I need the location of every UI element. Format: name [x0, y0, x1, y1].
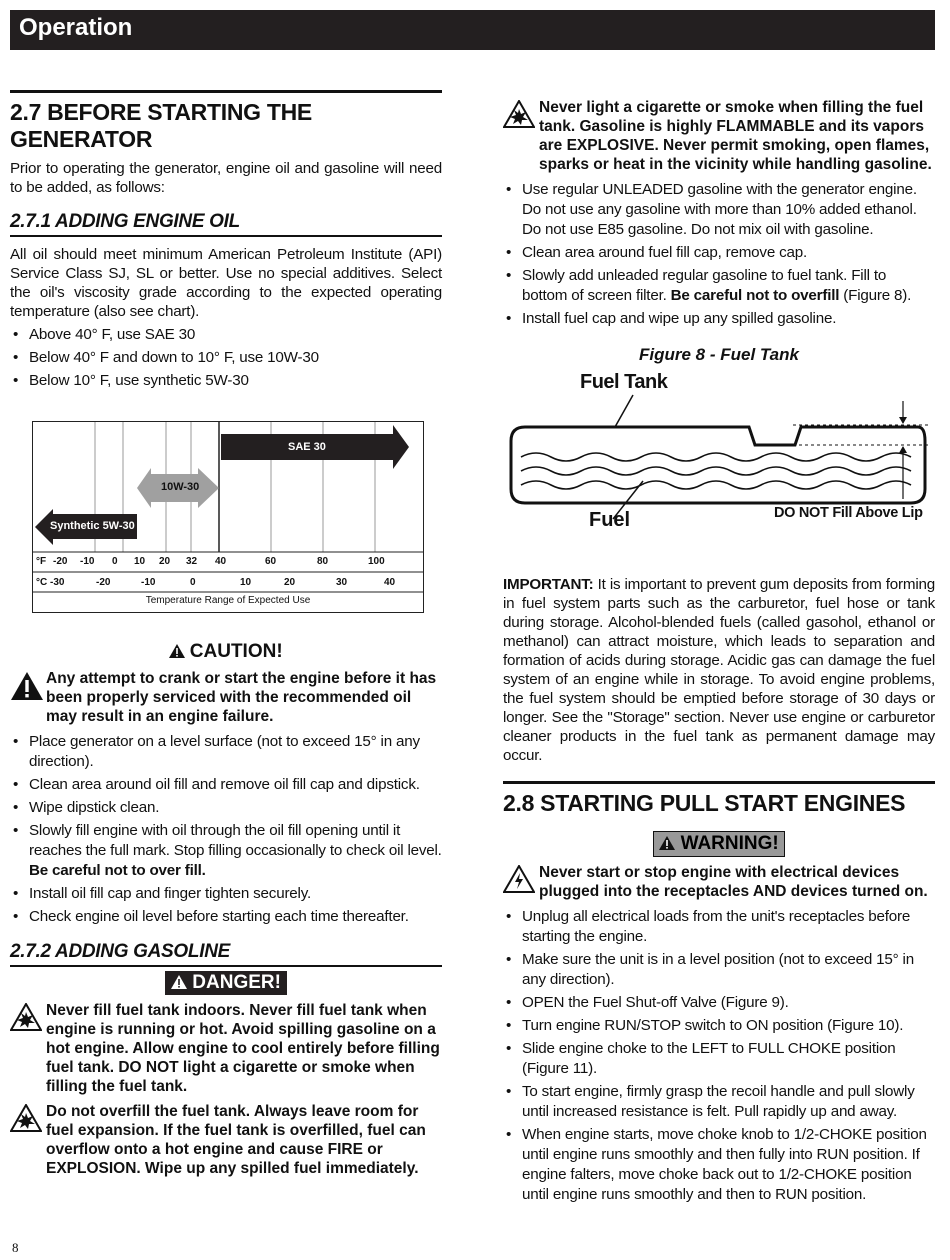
chart-caption: Temperature Range of Expected Use: [145, 595, 311, 606]
list-item: • When engine starts, move choke knob to 1/2-CHOKE position until engine runs smoothly and then fully into RUN position. If engine falters, move choke back out to 1/2-CHOKE position until engine runs smoothly and then to RUN position.: [503, 1125, 935, 1205]
f-tick: 80: [317, 556, 329, 567]
caution-text: Any attempt to crank or start the engine before it has been properly serviced with the recommended oil may result in an engine failure.: [46, 670, 437, 725]
f-tick: -10: [80, 556, 95, 567]
intro-text: Prior to operating the generator, engine oil and gasoline will need to be added, as follows:: [10, 160, 442, 196]
danger-text-1: Never fill fuel tank indoors. Never fill fuel tank when engine is running or hot. Avoid spilling gasoline on a hot engine. Allow engine to cool entirely before filling fuel tank. DO NOT light a cigarette or smoke when filling the fuel tank.: [46, 1002, 440, 1095]
page-number: 8: [12, 1240, 19, 1255]
fuel-step-bold: Be careful not to overfill: [670, 287, 840, 304]
explosion-hazard-icon: [503, 100, 535, 128]
f-tick: 40: [215, 556, 227, 567]
fuel-step-ref: (Figure 8).: [839, 287, 912, 304]
explosion-hazard-icon: [10, 1003, 42, 1031]
list-item: • To start engine, firmly grasp the recoil handle and pull slowly until increased resistance is felt. Pull rapidly up and away.: [503, 1082, 935, 1122]
list-item: • Turn engine RUN/STOP switch to ON position (Figure 10).: [503, 1016, 935, 1036]
c-axis-label: °C: [36, 577, 48, 588]
section-title-2-8: 2.8 STARTING PULL START ENGINES: [503, 781, 935, 817]
list-item: • OPEN the Fuel Shut-off Valve (Figure 9).: [503, 993, 935, 1013]
c-tick: -10: [141, 577, 156, 588]
list-item: • Check engine oil level before starting each time thereafter.: [10, 907, 442, 927]
oil-grade-list: [10, 325, 442, 391]
warning-triangle-icon: [169, 644, 185, 658]
danger-block-2: [10, 1102, 442, 1178]
electrical-warning-block: [503, 863, 935, 901]
danger-block-1: [10, 1001, 442, 1096]
important-label: IMPORTANT:: [503, 576, 594, 593]
warning-triangle-icon: [659, 836, 675, 850]
fuel-label: Fuel: [589, 509, 631, 531]
c-tick: 30: [336, 577, 348, 588]
list-item: [503, 266, 935, 306]
list-item: [10, 821, 442, 881]
left-column: [10, 90, 442, 1184]
list-item: • Install fuel cap and wipe up any spilled gasoline.: [503, 309, 935, 329]
figure-title: Figure 8 - Fuel Tank: [639, 345, 799, 364]
list-item: • Clean area around fuel fill cap, remove cap.: [503, 243, 935, 263]
c-tick: -30: [50, 577, 65, 588]
sae30-label: SAE 30: [288, 441, 326, 453]
oil-step-bold: Be careful not to over fill.: [29, 862, 206, 879]
danger-label: DANGER!: [192, 972, 281, 993]
tank-leader-line: [615, 395, 633, 427]
electrical-hazard-icon: [503, 865, 535, 893]
oil-viscosity-chart: [32, 421, 424, 613]
oil-steps-list: [10, 732, 442, 927]
oil-text: All oil should meet minimum American Petroleum Institute (API) Service Class SJ, SL or better. Use no special additives. Select the oil's viscosity grade according to the expected operating temperature (also see chart).: [10, 246, 442, 320]
subsection-title-oil: 2.7.1 ADDING ENGINE OIL: [10, 211, 442, 237]
10w30-label: 10W-30: [161, 481, 200, 493]
f-tick: 32: [186, 556, 198, 567]
list-item: • Above 40° F, use SAE 30: [10, 325, 442, 345]
important-paragraph: [503, 575, 935, 765]
list-item: • Wipe dipstick clean.: [10, 798, 442, 818]
section-title-2-7: 2.7 BEFORE STARTING THE GENERATOR: [10, 90, 442, 153]
f-tick: 100: [368, 556, 385, 567]
f-tick: 10: [134, 556, 146, 567]
f-tick: 60: [265, 556, 277, 567]
list-item: • Install oil fill cap and finger tighten securely.: [10, 884, 442, 904]
warning-triangle-icon: [171, 975, 187, 989]
fuel-tank-figure: [503, 371, 935, 561]
warning-header: [503, 831, 935, 857]
c-tick: -20: [96, 577, 111, 588]
f-tick: 20: [159, 556, 171, 567]
fuel-waves: [521, 453, 911, 489]
list-item: • Unplug all electrical loads from the unit's receptacles before starting the engine.: [503, 907, 935, 947]
c-tick: 10: [240, 577, 252, 588]
explosion-hazard-icon: [10, 1104, 42, 1132]
subsection-title-gasoline: 2.7.2 ADDING GASOLINE: [10, 941, 442, 967]
fuel-tank-label: Fuel Tank: [580, 371, 668, 393]
list-item: • Below 40° F and down to 10° F, use 10W-30: [10, 348, 442, 368]
oil-step-text: Slowly fill engine with oil through the oil fill opening until it reaches the full mark. Stop filling occasionally to check oil level.: [29, 822, 442, 859]
fuel-steps-list: [503, 180, 935, 329]
f-tick: 0: [112, 556, 118, 567]
list-item: • Clean area around oil fill and remove oil fill cap and dipstick.: [10, 775, 442, 795]
list-item: • Slide engine choke to the LEFT to FULL CHOKE position (Figure 11).: [503, 1039, 935, 1079]
f-axis-label: °F: [36, 556, 47, 567]
danger-badge: [165, 971, 287, 995]
caution-header: [10, 641, 442, 663]
smoke-warning-text: Never light a cigarette or smoke when filling the fuel tank. Gasoline is highly FLAMMABLE and its vapors are EXPLOSIVE. Never permit smoking, open flames, sparks or heat in the vicinity while handling gasoline.: [539, 99, 932, 173]
smoke-warning-block: [503, 98, 935, 174]
electrical-warning-text: Never start or stop engine with electrical devices plugged into the receptacles AND devices turned on.: [539, 864, 928, 900]
f-tick: -20: [53, 556, 68, 567]
exclamation-triangle-icon: [10, 671, 44, 701]
fuel-step-text: Slowly add unleaded regular gasoline to fuel tank. Fill to bottom of screen filter.: [522, 267, 887, 304]
list-item: • Place generator on a level surface (not to exceed 15° in any direction).: [10, 732, 442, 772]
c-tick: 40: [384, 577, 396, 588]
header-bar: [10, 10, 935, 50]
synthetic-label: Synthetic 5W-30: [50, 520, 135, 532]
caution-label: CAUTION!: [189, 641, 283, 662]
page-title: Operation: [19, 14, 133, 41]
start-steps-list: [503, 907, 935, 1205]
important-text: It is important to prevent gum deposits from forming in fuel system parts such as the carburetor, fuel hose or tank during storage. Alcohol-blended fuels (called gasohol, ethanol or methanol) can attract moisture, which leads to separation and formation of acids during storage. Acidic gas can damage the fuel system of an engine while in storage. To avoid engine problems, the fuel system should be emptied before storage of 30 days or longer. See the "Storage" section. Never use engine or carburetor cleaner products in the fuel tank as permanent damage may occur.: [503, 576, 935, 764]
right-column: [503, 98, 935, 1208]
list-item: • Below 10° F, use synthetic 5W-30: [10, 371, 442, 391]
c-tick: 0: [190, 577, 196, 588]
lip-label: DO NOT Fill Above Lip: [774, 505, 923, 521]
list-item: • Use regular UNLEADED gasoline with the generator engine. Do not use any gasoline with more than 10% added ethanol. Do not use E85 gasoline. Do not mix oil with gasoline.: [503, 180, 935, 240]
warning-label: WARNING!: [680, 833, 779, 854]
c-tick: 20: [284, 577, 296, 588]
list-item: • Make sure the unit is in a level position (not to exceed 15° in any direction).: [503, 950, 935, 990]
danger-header: [10, 971, 442, 995]
caution-block: [10, 669, 442, 726]
tank-outline: [511, 427, 925, 503]
warning-badge: [653, 831, 784, 857]
danger-text-2: Do not overfill the fuel tank. Always leave room for fuel expansion. If the fuel tank is overfilled, fuel can overflow onto a hot engine and cause FIRE or EXPLOSION. Wipe up any spilled fuel immediately.: [46, 1103, 426, 1177]
